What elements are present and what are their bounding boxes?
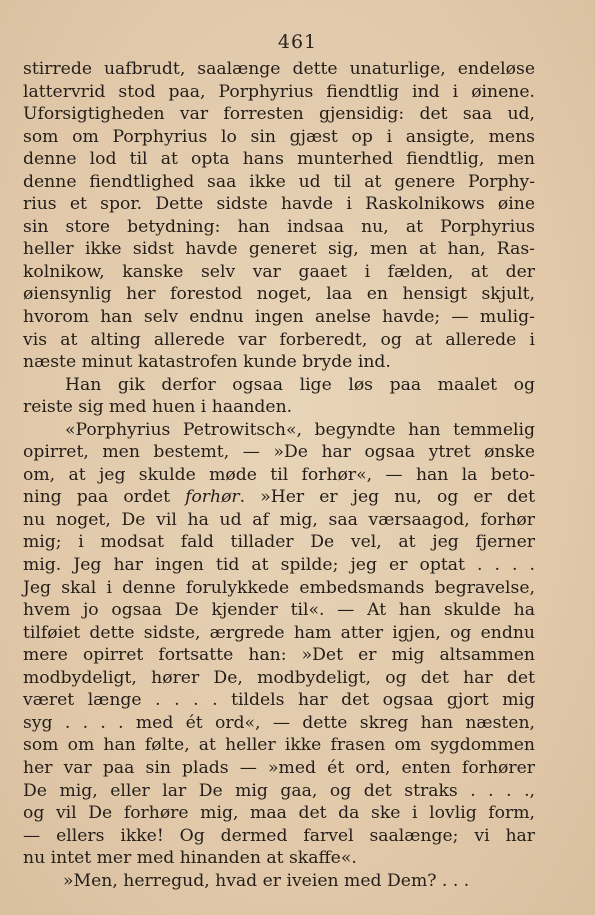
text-line: næste minut katastrofen kunde bryde ind. [23,352,391,373]
text-line: som om han følte, at heller ikke frasen om sygdommen [23,735,535,756]
text-line: her var paa sin plads — »med ét ord, enten forhører [23,757,535,778]
text-line: nu noget, De vil ha ud af mig, saa værsaagod, forhør [23,509,535,530]
text-line: øiensynlig her forestod noget, laa en hensigt skjult, [23,284,535,305]
text-line: sin store betydning: han indsaa nu, at Porphyrius [23,216,535,237]
text-line: syg . . . . med ét ord«, — dette skreg han næsten, [23,712,535,733]
text-line: modbydeligt, hører De, modbydeligt, og det har det [23,667,535,688]
text-line: nu intet mer med hinanden at skaffe«. [23,848,357,869]
body-text [23,58,535,892]
text-line: stirrede uafbrudt, saalænge dette unaturlige, endeløse [23,59,535,79]
text-line: kolnikow, kanske selv var gaaet i fælden, at der [23,261,535,282]
text-line: som om Porphyrius lo sin gjæst op i ansigte, mens [23,126,535,147]
text-line: Han gik derfor ogsaa lige løs paa maalet og [65,374,535,395]
text-line: vis at alting allerede var forberedt, og at allerede i [23,329,535,350]
text-line: opirret, men bestemt, — »De har ogsaa ytret ønske [23,442,535,463]
text-segment: . »Her er jeg nu, og er det [239,487,535,508]
text-line: tilføiet dette sidste, ærgrede ham atter igjen, og endnu [23,622,535,643]
text-line: rius et spor. Dette sidste havde i Raskolnikows øine [23,194,535,215]
text-line: »Men, herregud, hvad er iveien med Dem? . . . [63,870,470,891]
text-line: mig. Jeg har ingen tid at spilde; jeg er optat . . . . [23,555,535,576]
text-line: hvem jo ogsaa De kjender til«. — At han skulde ha [23,600,535,621]
text-line: og vil De forhøre mig, maa det da ske i lovlig form, [23,803,535,824]
text-line: om, at jeg skulde møde til forhør«, — han la beto- [23,464,535,485]
text-line-mixed [23,486,535,509]
text-line: — ellers ikke! Og dermed farvel saalænge; vi har [23,825,535,846]
emphasis-word: forhør [185,487,240,508]
text-line: Jeg skal i denne forulykkede embedsmands begravelse, [23,577,535,598]
text-line: Uforsigtigheden var forresten gjensidig: det saa ud, [23,104,535,125]
text-line: mere opirret fortsatte han: »Det er mig altsammen [23,645,535,666]
text-line: De mig, eller lar De mig gaa, og det straks . . . ., [23,780,535,801]
text-line: denne lod til at opta hans munterhed fiendtlig, men [23,149,535,170]
text-line: «Porphyrius Petrowitsch«, begyndte han temmelig [65,419,535,440]
text-line: været længe . . . . tildels har det ogsaa gjort mig [23,690,535,711]
text-line: heller ikke sidst havde generet sig, men at han, Ras- [23,239,535,260]
text-line: lattervrid stod paa, Porphyrius fiendtlig ind i øinene. [23,81,535,102]
text-line: mig; i modsat fald tillader De vel, at jeg fjerner [23,532,535,553]
text-line: hvorom han selv endnu ingen anelse havde; — mulig- [23,307,535,328]
page-number: 461 [277,31,318,53]
text-segment: ning paa ordet [23,487,186,508]
text-line: denne fiendtlighed saa ikke ud til at genere Porphy- [23,171,535,192]
text-line: reiste sig med huen i haanden. [23,397,293,418]
